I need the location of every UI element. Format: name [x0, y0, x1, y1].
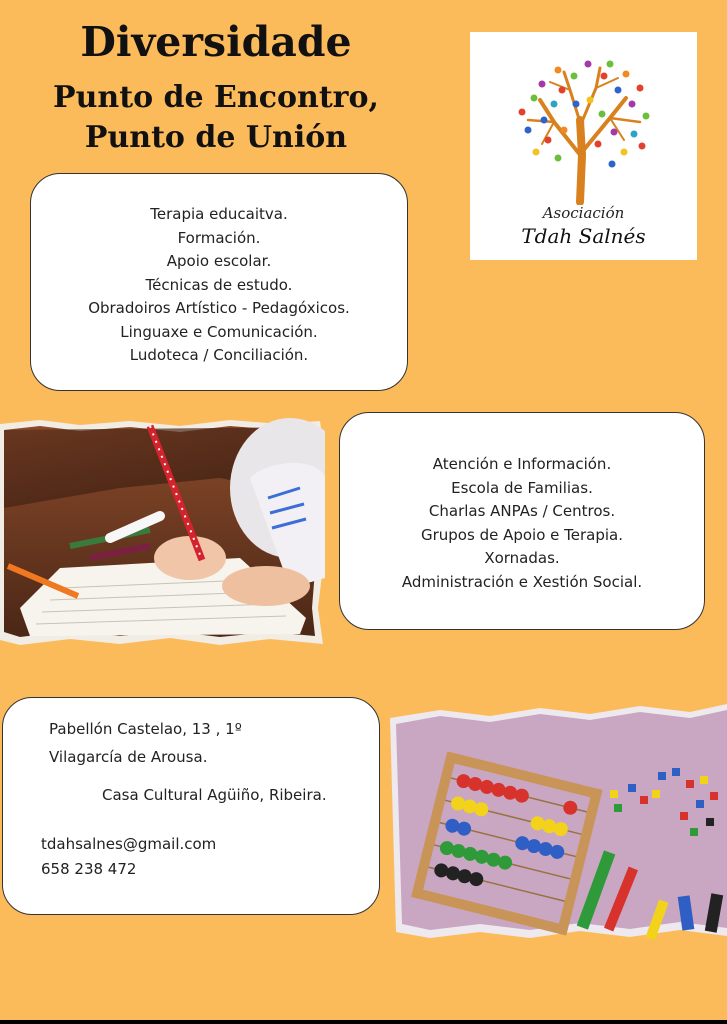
poster-subtitle-line1: Punto de Encontro, — [53, 80, 379, 115]
logo-text-asociacion: Asociación — [542, 204, 625, 222]
list-item: Técnicas de estudo. — [145, 275, 293, 294]
services-card — [30, 173, 408, 391]
list-item: Grupos de Apoio e Terapia. — [420, 525, 624, 544]
poster-title: Diversidade — [80, 18, 352, 66]
list-item: Xornadas. — [484, 549, 560, 567]
photo-abacus — [390, 700, 727, 940]
contact-card — [2, 697, 380, 915]
address-line1: Pabellón Castelao, 13 , 1º — [49, 720, 242, 738]
address-line2: Vilagarcía de Arousa. — [49, 748, 208, 766]
email-text: tdahsalnes@gmail.com — [41, 835, 217, 853]
association-logo — [470, 32, 697, 260]
list-item: Ludoteca / Conciliación. — [129, 346, 309, 364]
photo-child-drawing — [0, 418, 325, 646]
list-item: Formación. — [177, 228, 261, 247]
logo-text-name: Tdah Salnés — [521, 224, 646, 248]
list-item: Linguaxe e Comunicación. — [120, 322, 318, 341]
address-line3: Casa Cultural Agüiño, Ribeira. — [102, 786, 327, 804]
list-item: Charlas ANPAs / Centros. — [428, 502, 616, 520]
list-item: Administración e Xestión Social. — [401, 572, 643, 591]
list-item: Escola de Familias. — [451, 478, 593, 497]
tree-icon — [514, 60, 654, 205]
poster-subtitle-line2: Punto de Unión — [84, 120, 348, 155]
list-item: Atención e Información. — [432, 455, 612, 473]
list-item: Obradoiros Artístico - Pedagóxicos. — [88, 299, 350, 317]
list-item: Terapia educaitva. — [150, 205, 288, 223]
list-item: Apoio escolar. — [166, 252, 272, 270]
phone-text: 658 238 472 — [41, 860, 137, 878]
activities-card — [339, 412, 705, 630]
